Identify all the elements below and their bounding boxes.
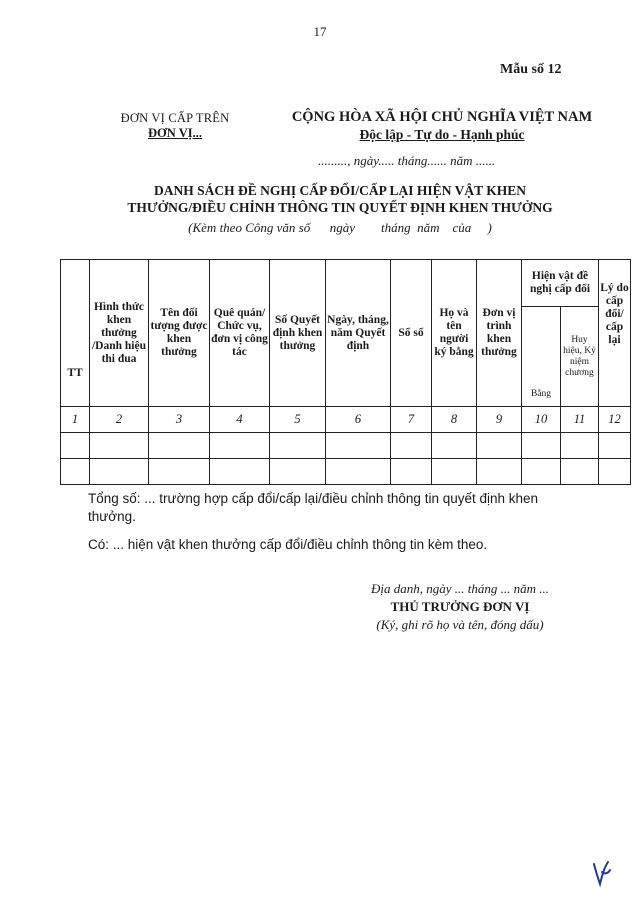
national-header: [262, 108, 622, 144]
header-artifact-group: Hiện vật đề nghị cấp đổi: [522, 260, 599, 307]
signer-title: THỦ TRƯỞNG ĐƠN VỊ: [390, 599, 530, 614]
total-line: Tổng số: ... trường hợp cấp đổi/cấp lại/điều chỉnh thông tin quyết định khen thưởng.: [88, 491, 539, 524]
signature-note: (Ký, ghi rõ họ và tên, đóng dấu): [376, 617, 544, 632]
table-cell: [326, 459, 391, 485]
date-line: ........., ngày..... tháng...... năm ......: [318, 153, 496, 168]
handwritten-initial-mark: [590, 858, 614, 888]
table-row: [61, 459, 631, 485]
column-number: 2: [90, 407, 149, 433]
column-number: 7: [391, 407, 432, 433]
header-certificate: Bằng: [522, 307, 561, 407]
header-tt: TT: [61, 260, 90, 407]
table-cell: [270, 459, 326, 485]
table-cell: [326, 433, 391, 459]
header-decision-no: Số Quyết định khen thưởng: [270, 260, 326, 407]
header-decision-date: Ngày, tháng, năm Quyết định: [326, 260, 391, 407]
table-cell: [599, 459, 631, 485]
table-cell: [561, 433, 599, 459]
table-cell: [149, 433, 210, 459]
page-number: 17: [313, 24, 327, 39]
country-name: CỘNG HÒA XÃ HỘI CHỦ NGHĨA VIỆT NAM: [291, 109, 593, 125]
column-number: 1: [61, 407, 90, 433]
place-date-line: Địa danh, ngày ... tháng ... năm ...: [370, 581, 550, 596]
table-cell: [391, 459, 432, 485]
form-number: Mẫu số 12: [500, 62, 562, 77]
document-title-line1: DANH SÁCH ĐỀ NGHỊ CẤP ĐỔI/CẤP LẠI HIỆN VẬT KHEN: [154, 183, 526, 198]
motto: Độc lập - Tự do - Hạnh phúc: [359, 127, 525, 142]
column-number-row: [61, 407, 631, 433]
table-cell: [90, 459, 149, 485]
table-cell: [210, 433, 270, 459]
header-award-form: Hình thức khen thưởng /Danh hiệu thi đua: [90, 260, 149, 407]
column-number: 3: [149, 407, 210, 433]
column-number: 12: [599, 407, 631, 433]
signature-block: [330, 580, 590, 634]
table-cell: [270, 433, 326, 459]
column-number: 4: [210, 407, 270, 433]
has-line: Có: ... hiện vật khen thưởng cấp đổi/điều chỉnh thông tin kèm theo.: [88, 537, 488, 552]
header-signer: Họ và tên người ký bằng: [432, 260, 477, 407]
document-title-line2: THƯỞNG/ĐIỀU CHỈNH THÔNG TIN QUYẾT ĐỊNH KHEN THƯỞNG: [127, 200, 553, 215]
unit-name-text: ĐƠN VỊ...: [148, 126, 202, 140]
header-proposing-unit: Đơn vị trình khen thưởng: [477, 260, 522, 407]
column-number: 8: [432, 407, 477, 433]
table-cell: [391, 433, 432, 459]
table-cell: [561, 459, 599, 485]
table-cell: [149, 459, 210, 485]
header-recipient: Tên đối tượng được khen thưởng: [149, 260, 210, 407]
column-number: 5: [270, 407, 326, 433]
table-row: [61, 433, 631, 459]
column-number: 9: [477, 407, 522, 433]
table-cell: [522, 433, 561, 459]
table-cell: [90, 433, 149, 459]
table-cell: [477, 459, 522, 485]
unit-name: [100, 126, 250, 141]
table-cell: [432, 433, 477, 459]
column-number: 10: [522, 407, 561, 433]
organization-block: [100, 111, 250, 141]
header-reason: Lý do cấp đổi/ cấp lại: [599, 260, 631, 407]
header-medal: Huy hiệu, Kỷ niệm chương: [561, 307, 599, 407]
column-number: 6: [326, 407, 391, 433]
superior-unit: ĐƠN VỊ CẤP TRÊN: [120, 111, 230, 125]
proposal-table: [60, 259, 631, 485]
table-cell: [599, 433, 631, 459]
motto-wrapper: [262, 126, 622, 144]
header-hometown: Quê quán/ Chức vụ, đơn vị công tác: [210, 260, 270, 407]
header-row-1: [61, 260, 631, 307]
table-cell: [61, 433, 90, 459]
header-book-no: Sổ sổ: [391, 260, 432, 407]
table-cell: [522, 459, 561, 485]
document-title: [60, 182, 620, 216]
table-cell: [432, 459, 477, 485]
document-subtitle: (Kèm theo Công văn số ngày tháng năm của ): [188, 220, 492, 235]
table-cell: [477, 433, 522, 459]
table-cell: [61, 459, 90, 485]
column-number: 11: [561, 407, 599, 433]
table-cell: [210, 459, 270, 485]
